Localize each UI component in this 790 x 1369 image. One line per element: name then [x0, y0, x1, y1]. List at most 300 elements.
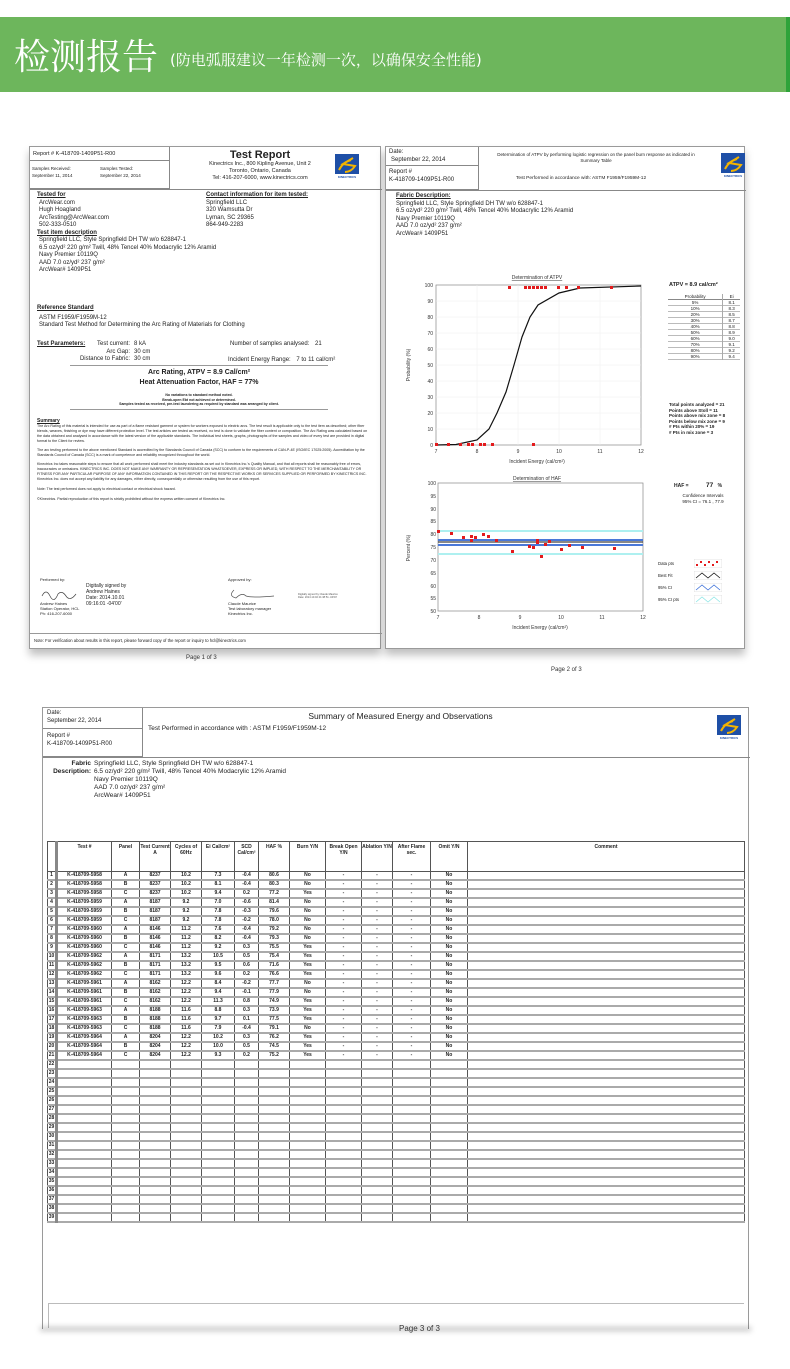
svg-text:0: 0	[430, 443, 433, 449]
scd-cell	[235, 1114, 259, 1123]
page-2-label: Page 2 of 3	[551, 667, 582, 673]
cycles-cell: 12.2	[171, 979, 202, 988]
comment-cell	[468, 1006, 745, 1015]
comment-cell	[468, 1204, 745, 1213]
row-number-cell: 28	[48, 1114, 57, 1123]
ablation-cell: -	[362, 1024, 393, 1033]
haf-cell: 76.2	[259, 1033, 290, 1042]
samples-received: September 11, 2014	[32, 173, 73, 178]
comment-cell	[468, 889, 745, 898]
summary-paragraph: The Arc Rating of this material is intended for use as part of a flame resistant garment or system for workers exposed to electric arcs. The test result is applicable only to the test item as described; other fiber blends, weaves, finishing or dye may have different protection level. The test articles are tested as received, no test is done to validate the fiber content or composition. The Arc Rating was calculated based on the data obtained and analysed in accordance with the latest version of the applicable standards. The individual test sheets, graphs, photographs of the samples and video of every test are provided in digital format to the Client for review.	[37, 424, 368, 443]
report-number: K-418709-1409P51-R00	[389, 176, 455, 183]
fabric-line: 6.5 oz/yd² 220 g/m² Twill, 48% Tencel 40% Modacrylic 12% Aramid	[94, 768, 286, 775]
cycles-cell	[171, 1069, 202, 1078]
samples-received-label: Samples Received:	[32, 166, 71, 171]
ei-cell	[202, 1204, 235, 1213]
fabric-line: AAD 7.0 oz/yd² 237 g/m²	[396, 223, 462, 229]
prob-cell: 60%	[668, 336, 723, 342]
table-row-empty	[48, 1150, 745, 1159]
ei-cell	[202, 1069, 235, 1078]
omit-cell	[431, 1132, 468, 1141]
report-number-box	[30, 147, 170, 161]
break-open-cell: -	[326, 1015, 362, 1024]
svg-text:11: 11	[597, 449, 603, 455]
digital-sig-line: Date: 2014.10.02 21:38:51 -04'00'	[298, 596, 338, 600]
ei-cell	[202, 1078, 235, 1087]
haf-cell	[259, 1069, 290, 1078]
break-open-cell	[326, 1078, 362, 1087]
after-flame-cell: -	[393, 1006, 431, 1015]
row-number-cell: 10	[48, 952, 57, 961]
svg-text:8: 8	[475, 449, 479, 455]
ablation-cell	[362, 1096, 393, 1105]
atpv-stats	[669, 402, 725, 436]
burn-cell: Yes	[290, 943, 326, 952]
haf-cell	[259, 1087, 290, 1096]
notes-box	[48, 1303, 744, 1328]
approved-by-block	[228, 577, 278, 616]
ei-cell: 8.9	[728, 330, 735, 335]
burn-cell	[290, 1186, 326, 1195]
break-open-cell	[326, 1159, 362, 1168]
prob-cell: 30%	[668, 318, 723, 324]
scd-cell	[235, 1177, 259, 1186]
test-number-cell: K-418709-5961	[57, 979, 112, 988]
burn-cell	[290, 1213, 326, 1222]
ei-cell	[202, 1186, 235, 1195]
table-row-empty	[48, 1195, 745, 1204]
comment-cell	[468, 1213, 745, 1222]
scd-cell	[235, 1186, 259, 1195]
scd-cell: -0.4	[235, 1024, 259, 1033]
electrical-note: Note: The test performed does not apply to electrical contact or electrical shock hazard.	[37, 487, 176, 491]
panel-cell	[112, 1096, 140, 1105]
row-number-cell: 5	[48, 907, 57, 916]
performed-by-label: Performed by:	[40, 577, 66, 582]
scd-cell	[235, 1069, 259, 1078]
omit-cell	[431, 1087, 468, 1096]
break-open-cell: -	[326, 943, 362, 952]
kinectrics-logo	[721, 153, 745, 179]
omit-cell: No	[431, 1006, 468, 1015]
svg-text:100: 100	[427, 481, 436, 487]
burn-cell: No	[290, 872, 326, 881]
omit-cell: No	[431, 1015, 468, 1024]
haf-cell	[259, 1123, 290, 1132]
table-row	[48, 970, 745, 979]
svg-text:70: 70	[427, 331, 433, 337]
row-number-cell: 27	[48, 1105, 57, 1114]
omit-cell: No	[431, 880, 468, 889]
ablation-cell	[362, 1177, 393, 1186]
row-number-cell: 29	[48, 1123, 57, 1132]
table-row-empty	[48, 1096, 745, 1105]
svg-text:Incident Energy (cal/cm²): Incident Energy (cal/cm²)	[509, 459, 565, 465]
fabric-label-2: Description:	[53, 768, 91, 775]
haf-value: 77	[705, 482, 714, 489]
row-number-cell: 14	[48, 988, 57, 997]
legend-label: Best Fit	[658, 572, 673, 578]
after-flame-cell	[393, 1060, 431, 1069]
omit-cell	[431, 1105, 468, 1114]
test-number-cell	[57, 1123, 112, 1132]
ablation-cell	[362, 1150, 393, 1159]
row-number-cell: 37	[48, 1195, 57, 1204]
svg-text:10: 10	[427, 427, 433, 433]
ablation-cell: -	[362, 961, 393, 970]
test-current-cell	[140, 1114, 171, 1123]
ei-cell: 9.6	[202, 970, 235, 979]
scd-cell: -0.6	[235, 898, 259, 907]
after-flame-cell	[393, 1105, 431, 1114]
panel-cell: A	[112, 872, 140, 881]
stat-line: Points below mix zone = 9	[669, 418, 725, 424]
cycles-cell	[171, 1168, 202, 1177]
panel-cell	[112, 1195, 140, 1204]
ei-cell: 9.4	[202, 889, 235, 898]
contact-line: Springfield LLC	[206, 199, 248, 206]
cycles-cell	[171, 1078, 202, 1087]
test-current-cell	[140, 1195, 171, 1204]
ei-cell	[202, 1096, 235, 1105]
after-flame-cell	[393, 1195, 431, 1204]
row-number-cell: 9	[48, 943, 57, 952]
summary-block	[37, 419, 372, 502]
scd-cell: -0.1	[235, 988, 259, 997]
haf-cell: 76.6	[259, 970, 290, 979]
fabric-line: Springfield LLC, Style Springfield DH TW w/o 628847-1	[94, 760, 254, 767]
comment-cell	[468, 1069, 745, 1078]
burn-cell: No	[290, 934, 326, 943]
burn-cell	[290, 1078, 326, 1087]
svg-text:10: 10	[556, 449, 562, 455]
determination-text: Determination of ATPV by performing logistic regression on the panel burn response as indicated in Summary Table	[497, 152, 695, 163]
svg-text:55: 55	[430, 596, 436, 602]
haf-cell: 75.4	[259, 952, 290, 961]
tested-for-line: Hugh Hoagland	[39, 207, 81, 213]
svg-text:7: 7	[436, 615, 440, 621]
kinectrics-logo	[717, 715, 741, 741]
ablation-cell: -	[362, 934, 393, 943]
haf-cell	[259, 1204, 290, 1213]
omit-cell: No	[431, 907, 468, 916]
summary-paragraph: Kinectrics Inc takes reasonable steps to ensure that all work performed shall meet the industry standards as set out in Kinectrics Inc.'s Quality Manual, and that all reports shall be reasonably free of errors, inaccuracies or omissions. KINECTRICS INC. DOES NOT MAKE ANY WARRANTY OR REPRESENTATION WHATSOEVER, EXPRESS OR IMPLIED, WITH RESPECT TO THE MERCHANTABILITY OR FITNESS FOR ANY PARTICULAR PURPOSE OF ANY INFORMATION CONTAINED IN THIS REPORT OR THE RESPECTIVE WORKS OR SERVICES SUPPLIED OR PERFORMED BY KINECTRICS INC. Kinectrics Inc. does not accept any liability for any damages, either directly, consequentially or otherwise resulting from the use of this report.	[37, 462, 367, 481]
break-open-cell	[326, 1069, 362, 1078]
haf-cell: 78.0	[259, 916, 290, 925]
test-number-cell: K-418709-5958	[57, 889, 112, 898]
col-header-break-open: Break Open Y/N	[326, 842, 362, 872]
scd-cell: -0.2	[235, 916, 259, 925]
svg-text:90: 90	[430, 507, 436, 513]
break-open-cell	[326, 1186, 362, 1195]
observations-table	[47, 841, 745, 1223]
ei-cell: 10.0	[202, 1042, 235, 1051]
panel-cell	[112, 1141, 140, 1150]
test-number-cell	[57, 1096, 112, 1105]
atpv-chart	[396, 271, 656, 481]
contact-label: Contact information for item tested:	[206, 192, 309, 198]
haf-cell: 79.1	[259, 1024, 290, 1033]
ablation-cell: -	[362, 979, 393, 988]
param-labels	[70, 341, 130, 364]
date-label: Date:	[389, 149, 404, 155]
comment-cell	[468, 1033, 745, 1042]
after-flame-cell: -	[393, 898, 431, 907]
tested-for-block	[37, 192, 216, 275]
table-row	[48, 925, 745, 934]
ablation-cell: -	[362, 988, 393, 997]
contact-block	[206, 192, 308, 230]
arc-gap-label: Arc Gap:	[106, 348, 130, 355]
ei-cell	[202, 1150, 235, 1159]
cycles-cell: 10.2	[171, 889, 202, 898]
ablation-cell	[362, 1060, 393, 1069]
svg-text:100: 100	[424, 283, 433, 289]
haf-cell	[259, 1060, 290, 1069]
table-row-empty	[48, 1078, 745, 1087]
break-open-cell: -	[326, 898, 362, 907]
table-row	[48, 943, 745, 952]
tested-for-line: ArcTesting@ArcWear.com	[39, 214, 109, 221]
scd-cell: -0.3	[235, 907, 259, 916]
svg-text:60: 60	[430, 584, 436, 590]
panel-cell: C	[112, 997, 140, 1006]
after-flame-cell: -	[393, 916, 431, 925]
col-header-after-flame: After Flame sec.	[393, 842, 431, 872]
col-header-haf: HAF %	[259, 842, 290, 872]
haf-cell	[259, 1186, 290, 1195]
col-header-cycles: Cycles of 60Hz	[171, 842, 202, 872]
test-current-cell	[140, 1168, 171, 1177]
test-number-cell	[57, 1177, 112, 1186]
panel-cell: B	[112, 934, 140, 943]
legend-label: 95% CI	[658, 584, 673, 590]
burn-cell	[290, 1096, 326, 1105]
ablation-cell	[362, 1159, 393, 1168]
svg-text:7: 7	[434, 449, 438, 455]
panel-cell: A	[112, 1033, 140, 1042]
prob-cell: 40%	[668, 324, 723, 330]
burn-cell: No	[290, 898, 326, 907]
cycles-cell: 12.2	[171, 997, 202, 1006]
prob-cell: 90%	[668, 354, 723, 360]
table-row-empty	[48, 1177, 745, 1186]
panel-cell	[112, 1114, 140, 1123]
after-flame-cell	[393, 1078, 431, 1087]
after-flame-cell: -	[393, 925, 431, 934]
comment-cell	[468, 997, 745, 1006]
haf-cell	[259, 1105, 290, 1114]
cycles-cell: 11.2	[171, 925, 202, 934]
test-number-cell	[57, 1213, 112, 1222]
burn-cell: No	[290, 988, 326, 997]
haf-cell	[259, 1177, 290, 1186]
ei-cell: 7.3	[202, 872, 235, 881]
test-number-cell	[57, 1150, 112, 1159]
ablation-cell	[362, 1078, 393, 1087]
scd-cell	[235, 1204, 259, 1213]
row-number-cell: 24	[48, 1078, 57, 1087]
comment-cell	[468, 1087, 745, 1096]
cycles-cell	[171, 1159, 202, 1168]
panel-cell	[112, 1186, 140, 1195]
cycles-cell	[171, 1096, 202, 1105]
omit-cell: No	[431, 872, 468, 881]
ablation-cell	[362, 1114, 393, 1123]
break-open-cell: -	[326, 979, 362, 988]
svg-text:90: 90	[427, 299, 433, 305]
burn-cell: Yes	[290, 1006, 326, 1015]
break-open-cell	[326, 1213, 362, 1222]
svg-text:80: 80	[427, 315, 433, 321]
item-desc-line: 6.5 oz/yd² 220 g/m² Twill, 48% Tencel 40% Modacrylic 12% Aramid	[39, 244, 217, 251]
haf-chart	[396, 474, 656, 634]
panel-cell: A	[112, 1006, 140, 1015]
row-number-cell: 6	[48, 916, 57, 925]
svg-text:11: 11	[599, 615, 605, 621]
burn-cell: No	[290, 979, 326, 988]
ei-cell: 8.8	[202, 1006, 235, 1015]
prob-cell: 10%	[668, 306, 723, 312]
ablation-cell: -	[362, 907, 393, 916]
scd-cell	[235, 1123, 259, 1132]
break-open-cell: -	[326, 952, 362, 961]
row-number-cell: 20	[48, 1042, 57, 1051]
haf-cell: 77.7	[259, 979, 290, 988]
col-header-ei: Ei Cal/cm²	[202, 842, 235, 872]
scd-cell: -0.4	[235, 925, 259, 934]
omit-cell: No	[431, 970, 468, 979]
item-desc-line: Springfield LLC, Style Springfield DH TW w/o 628847-1	[39, 237, 186, 243]
digital-sig-line: Date: 2014.10.01	[86, 595, 125, 601]
burn-cell	[290, 1204, 326, 1213]
omit-cell: No	[431, 997, 468, 1006]
comment-cell	[468, 1096, 745, 1105]
comment-cell	[468, 1195, 745, 1204]
comment-cell	[468, 1186, 745, 1195]
break-open-cell: -	[326, 907, 362, 916]
cycles-cell: 10.2	[171, 880, 202, 889]
stat-line: Total points analyzed = 21	[669, 402, 725, 407]
test-number-cell: K-418709-5959	[57, 907, 112, 916]
test-number-cell	[57, 1087, 112, 1096]
omit-cell	[431, 1195, 468, 1204]
ei-cell: 8.5	[728, 312, 735, 317]
table-row-empty	[48, 1213, 745, 1222]
row-number-cell: 26	[48, 1096, 57, 1105]
prob-cell: 20%	[668, 312, 723, 318]
haf-cell	[259, 1150, 290, 1159]
svg-text:50: 50	[427, 363, 433, 369]
cycles-cell	[171, 1123, 202, 1132]
test-number-cell	[57, 1195, 112, 1204]
omit-cell	[431, 1078, 468, 1087]
summary-label: Summary	[37, 418, 60, 424]
scd-cell	[235, 1096, 259, 1105]
standard-text: Test Performed in accordance with : ASTM F1959/F1959M-12	[148, 725, 327, 732]
burn-cell	[290, 1069, 326, 1078]
date-box	[43, 708, 143, 729]
test-current-cell: 8146	[140, 943, 171, 952]
row-number-cell: 11	[48, 961, 57, 970]
row-number-cell: 7	[48, 925, 57, 934]
burn-cell	[290, 1123, 326, 1132]
cycles-cell: 9.2	[171, 916, 202, 925]
haf-cell: 81.4	[259, 898, 290, 907]
report-box	[386, 166, 479, 190]
verification-note: Note: For verification about results in this report, please forward copy of the report or inquiry to hcl@kinectrics.com	[34, 638, 246, 643]
ablation-cell: -	[362, 1033, 393, 1042]
panel-cell: A	[112, 952, 140, 961]
test-current-cell: 8237	[140, 889, 171, 898]
prob-cell: 80%	[668, 348, 723, 354]
table-row-empty	[48, 1114, 745, 1123]
ablation-cell: -	[362, 898, 393, 907]
test-number-cell	[57, 1078, 112, 1087]
table-row-empty	[48, 1141, 745, 1150]
digital-sig-line: Andrew Haines	[86, 589, 120, 595]
row-number-cell: 16	[48, 1006, 57, 1015]
after-flame-cell	[393, 1204, 431, 1213]
omit-cell	[431, 1123, 468, 1132]
omit-cell	[431, 1204, 468, 1213]
best-fit-legend-icon	[694, 571, 722, 580]
test-number-cell	[57, 1186, 112, 1195]
cycles-cell: 10.2	[171, 872, 202, 881]
row-number-cell: 3	[48, 889, 57, 898]
svg-text:80: 80	[430, 532, 436, 538]
ei-cell: 8.1	[728, 300, 735, 305]
test-current-label: Test current:	[96, 341, 130, 347]
comment-cell	[468, 925, 745, 934]
omit-cell: No	[431, 943, 468, 952]
omit-cell: No	[431, 1024, 468, 1033]
cycles-cell: 12.2	[171, 1033, 202, 1042]
table-row-empty	[48, 1204, 745, 1213]
ei-cell: 8.1	[202, 880, 235, 889]
ablation-cell: -	[362, 1051, 393, 1060]
panel-cell: C	[112, 1051, 140, 1060]
col-header-current: Test Current A	[140, 842, 171, 872]
row-number-cell: 17	[48, 1015, 57, 1024]
row-number-cell: 8	[48, 934, 57, 943]
after-flame-cell: -	[393, 880, 431, 889]
haf-cell: 74.9	[259, 997, 290, 1006]
fabric-label: Fabric Description:	[396, 193, 451, 199]
comment-cell	[468, 880, 745, 889]
ablation-cell	[362, 1168, 393, 1177]
col-header-ablation: Ablation Y/N	[362, 842, 393, 872]
panel-cell	[112, 1078, 140, 1087]
svg-text:12: 12	[640, 615, 646, 621]
cycles-cell: 11.6	[171, 1006, 202, 1015]
test-current-cell: 8237	[140, 872, 171, 881]
burn-cell	[290, 1060, 326, 1069]
haf-cell	[259, 1213, 290, 1222]
test-current-cell	[140, 1150, 171, 1159]
scd-cell: 0.2	[235, 889, 259, 898]
panel-cell: C	[112, 916, 140, 925]
omit-cell	[431, 1213, 468, 1222]
test-number-cell	[57, 1204, 112, 1213]
test-current-cell: 8204	[140, 1051, 171, 1060]
row-number-cell: 13	[48, 979, 57, 988]
comment-cell	[468, 1150, 745, 1159]
fabric-label-1: Fabric	[71, 760, 91, 767]
standard-text: Test Performed in accordance with: ASTM F1959/F1959M-12	[516, 176, 647, 181]
panel-cell	[112, 1123, 140, 1132]
legend-label: Data pts	[658, 560, 675, 566]
